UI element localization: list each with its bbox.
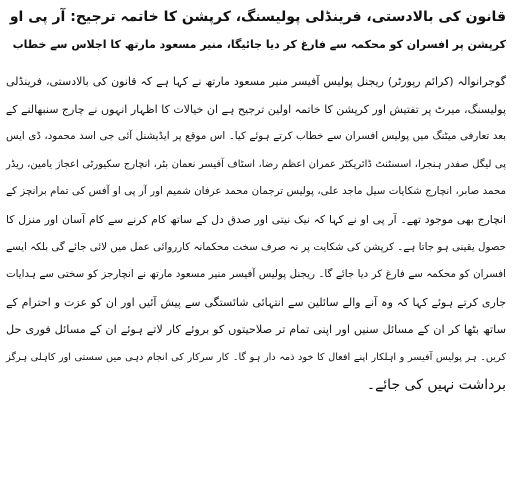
headline-line-1: قانون کی بالادستی، فرینڈلی پولیسنگ، کرپشن کا خاتمہ ترجیح: آر پی او bbox=[9, 9, 506, 25]
body-line-5: محمد صابر، انچارج شکایات سیل ماجد علی، پولیس ترجمان محمد عرفان شمیم اور آر پی او آفس کی تمام برانچز کے bbox=[6, 185, 506, 198]
article-body bbox=[6, 68, 506, 399]
body-line-11: کریں۔ ہر پولیس آفیسر و اہلکار اپنے افعال کا خود ذمہ دار ہو گا۔ کار سرکار کی انجام دہی میں سستی اور کاہلی ہرگز bbox=[6, 351, 506, 363]
body-line-9: جاری کرتے ہوئے کہا کہ وہ آنے والے سائلین سے انتہائی شائستگی سے پیش آئیں اور ان کو عزت و احترام کے bbox=[6, 295, 506, 309]
body-line-7: حصول یقینی ہو جاتا ہے۔ کرپشن کی شکایت پر نہ صرف سخت محکمانہ کارروائی عمل میں لائی جائے گی بلکہ ایسے bbox=[6, 240, 506, 253]
body-line-10: ساتھ بٹھا کر ان کے مسائل سنیں اور اپنی تمام تر صلاحیتوں کو بروئے کار لاتے ہوئے ان کے مسائل فوری حل bbox=[6, 323, 506, 337]
headline-line-2: کرپشن پر افسران کو محکمہ سے فارغ کر دیا جائیگا، منیر مسعود مارتھ کا اجلاس سے خطاب bbox=[12, 38, 506, 51]
body-line-6: انچارج بھی موجود تھے۔ آر پی او نے کہا کہ نیک نیتی اور صدق دل کے ساتھ کام کرنے سے کام آسان اور منزل کا bbox=[6, 212, 506, 226]
body-line-1: گوجرانوالہ (کرائم رپورٹر) ریجنل پولیس آفیسر منیر مسعود مارتھ نے کہا ہے کہ قانون کی بالادستی، فرینڈلی bbox=[6, 75, 506, 88]
body-line-8: افسران کو محکمہ سے فارغ کر دیا جائے گا۔ ریجنل پولیس آفیسر منیر مسعود مارتھ نے انچارجز کو سختی سے ہدایات bbox=[6, 268, 506, 281]
body-line-12: برداشت نہیں کی جائے۔ bbox=[366, 376, 506, 393]
body-line-4: پی لیگل صفدر ہنجرا، اسسٹنٹ ڈائریکٹر عمران اعظم رضا، اسٹاف آفیسر نعمان بٹر، انچارج سکیورٹی اعجاز یامین، ریڈر bbox=[6, 158, 506, 170]
body-line-2: پولیسنگ، میرٹ پر تفتیش اور کرپشن کا خاتمہ اولین ترجیح ہے ان خیالات کا اظہار انہوں نے چارج سنبھالنے کے bbox=[5, 102, 506, 116]
body-line-3: بعد تعارفی میٹنگ میں پولیس افسران سے خطاب کرتے ہوئے کیا۔ اس موقع پر ایڈیشنل آئی جی اسد محمود، ڈی ایس bbox=[6, 130, 506, 143]
news-article bbox=[6, 4, 506, 499]
